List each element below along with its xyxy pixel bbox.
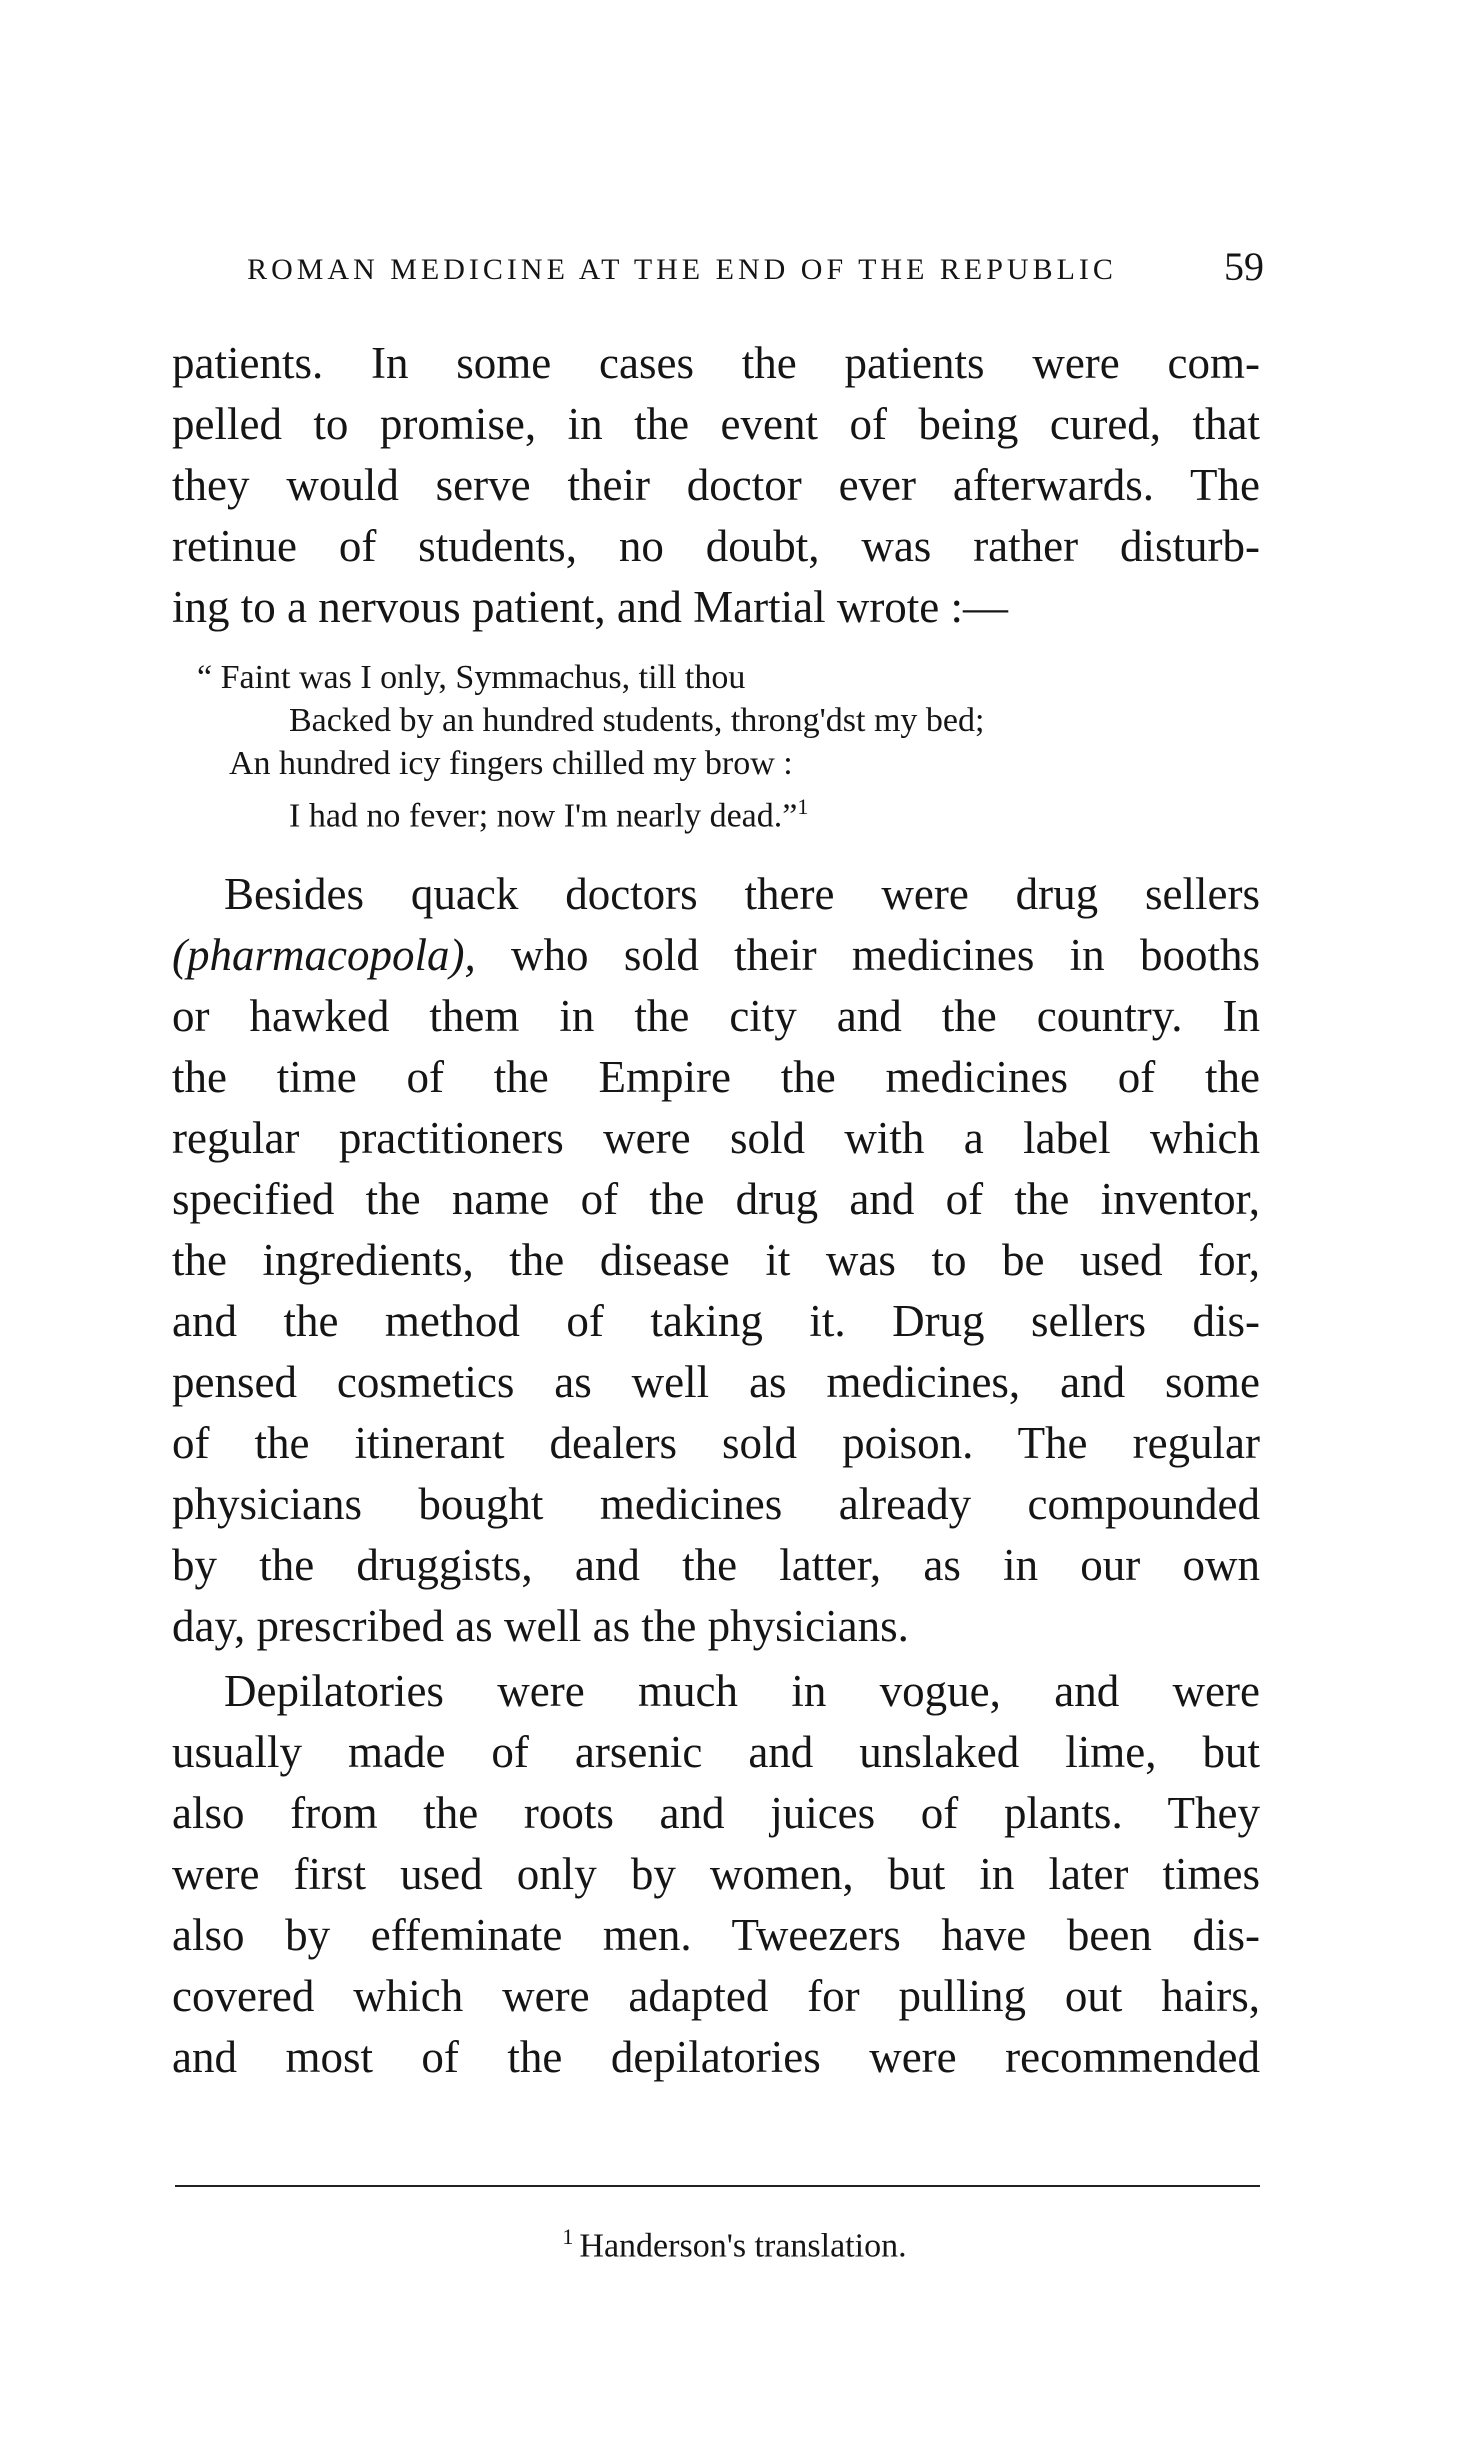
text-line: regular practitioners were sold with a label which [172,1113,1260,1163]
text-line: of the itinerant dealers sold poison. The regular [172,1418,1260,1468]
footnote [0,2217,1469,2266]
text-line: were first used only by women, but in later times [172,1849,1260,1899]
text-fragment: who sold their medicines in booths [475,930,1260,980]
text-line: the time of the Empire the medicines of the [172,1052,1260,1102]
text-line: physicians bought medicines already compounded [172,1479,1260,1529]
quoted-verse [197,656,1257,835]
text-line: usually made of arsenic and unslaked lime, but [172,1727,1260,1777]
text-line: specified the name of the drug and of the inventor, [172,1174,1260,1224]
text-line: pensed cosmetics as well as medicines, and some [172,1357,1260,1407]
text-line: also by effeminate men. Tweezers have been dis- [172,1910,1260,1960]
text-line: ing to a nervous patient, and Martial wrote :— [172,582,1009,632]
text-line: and most of the depilatories were recommended [172,2032,1260,2082]
text-line: pelled to promise, in the event of being cured, that [172,399,1260,449]
paragraph-3 [172,1661,1260,2088]
text-line: also from the roots and juices of plants. They [172,1788,1260,1838]
text-line: retinue of students, no doubt, was rather disturb- [172,521,1260,571]
running-header [182,243,1264,293]
text-line: day, prescribed as well as the physicians. [172,1601,909,1651]
footnote-text: Handerson's translation. [579,2227,907,2265]
page-number: 59 [1224,244,1264,289]
text-line: by the druggists, and the latter, as in our own [172,1540,1260,1590]
paragraph-2 [172,864,1260,1657]
text-line: Besides quack doctors there were drug sellers [224,869,1260,919]
footnote-mark: 1 [562,2224,574,2249]
latin-term: (pharmacopola), [172,930,476,980]
verse-text: I had no fever; now I'm nearly dead.” [289,797,798,835]
text-line: they would serve their doctor ever afterwards. The [172,460,1260,510]
verse-line-last [197,785,1257,835]
footnote-divider [175,2185,1260,2187]
running-title: ROMAN MEDICINE AT THE END OF THE REPUBLIC [247,253,1117,286]
verse-line: “ Faint was I only, Symmachus, till thou [197,659,746,696]
text-line: and the method of taking it. Drug sellers dis- [172,1296,1260,1346]
text-line: or hawked them in the city and the country. In [172,991,1260,1041]
text-line-mixed [172,925,1260,986]
text-line: the ingredients, the disease it was to be used for, [172,1235,1260,1285]
text-line: Depilatories were much in vogue, and were [224,1666,1260,1716]
paragraph-1 [172,333,1260,638]
verse-line: An hundred icy fingers chilled my brow : [229,745,793,782]
text-line: patients. In some cases the patients were com- [172,338,1260,388]
footnote-reference: 1 [797,794,809,819]
text-line: covered which were adapted for pulling out hairs, [172,1971,1260,2021]
verse-line: Backed by an hundred students, throng'dst my bed; [289,702,985,739]
